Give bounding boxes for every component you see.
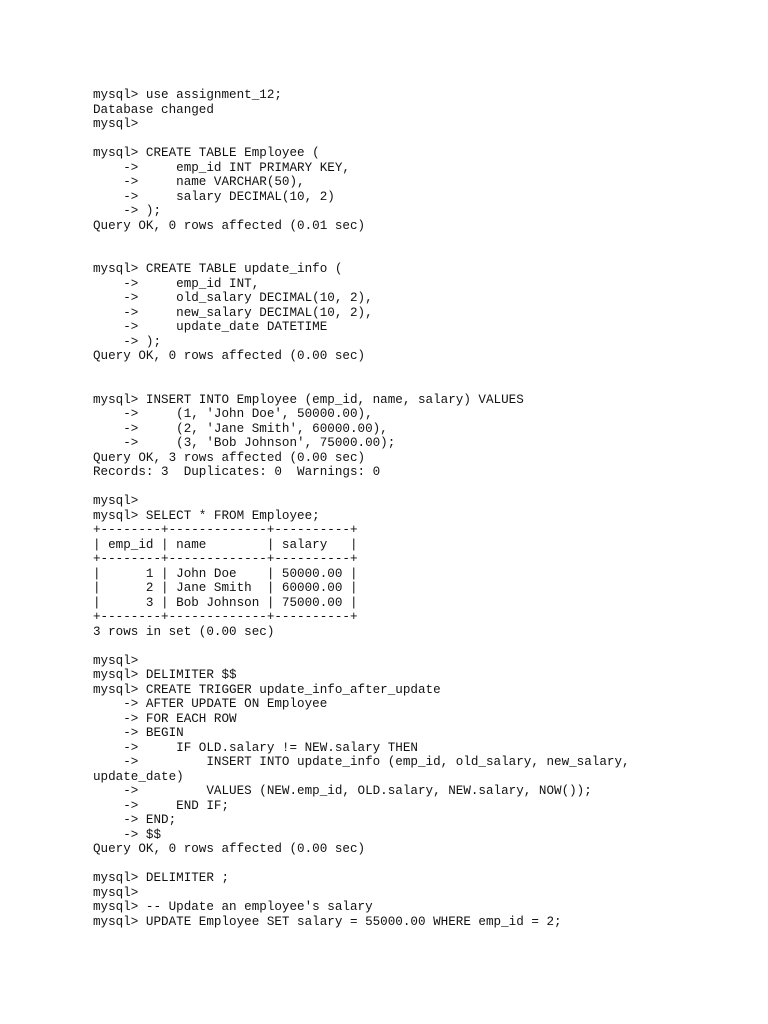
console-line: mysql> -- Update an employee's salary [93,900,373,914]
console-line: mysql> [93,885,139,900]
console-line: Query OK, 0 rows affected (0.00 sec) [93,842,366,856]
console-line: -> old_salary DECIMAL(10, 2), [93,291,373,305]
console-line: mysql> use assignment_12; [93,88,282,102]
console-line: -> (3, 'Bob Johnson', 75000.00); [93,436,396,450]
console-line: mysql> [93,653,139,668]
console-line: mysql> CREATE TRIGGER update_info_after_update [93,682,441,697]
blank-line [93,132,753,147]
console-line: mysql> CREATE TABLE Employee ( [93,146,320,160]
console-line: -> salary DECIMAL(10, 2) [93,189,335,204]
console-line: -> BEGIN [93,726,184,740]
console-line: -> ); [93,204,162,218]
console-line: +--------+-------------+----------+ [93,610,358,624]
console-line: 3 rows in set (0.00 sec) [93,624,275,639]
blank-line [93,857,753,872]
console-line: Query OK, 0 rows affected (0.00 sec) [93,349,366,363]
console-line: mysql> [93,494,139,508]
console-line: -> $$ [93,827,162,842]
blank-line [93,233,753,248]
console-line: | 1 | John Doe | 50000.00 | [93,566,358,581]
console-line: mysql> INSERT INTO Employee (emp_id, name, salary) VALUES [93,392,524,407]
console-line: | emp_id | name | salary | [93,537,358,552]
console-line: mysql> DELIMITER ; [93,871,230,885]
console-line: | 3 | Bob Johnson | 75000.00 | [93,595,358,610]
console-line: mysql> SELECT * FROM Employee; [93,508,320,523]
console-line: Records: 3 Duplicates: 0 Warnings: 0 [93,465,381,479]
console-line: -> END IF; [93,798,230,813]
blank-line [93,364,753,379]
console-line: -> name VARCHAR(50), [93,175,305,189]
mysql-console-transcript [93,88,753,929]
console-line: +--------+-------------+----------+ [93,552,358,566]
console-line: mysql> [93,117,139,131]
console-line: Query OK, 0 rows affected (0.01 sec) [93,218,366,233]
console-line: -> new_salary DECIMAL(10, 2), [93,305,373,320]
console-line: mysql> CREATE TABLE update_info ( [93,262,343,276]
console-line: -> (1, 'John Doe', 50000.00), [93,407,373,421]
blank-line [93,248,753,263]
console-line: -> AFTER UPDATE ON Employee [93,697,328,711]
console-line: -> emp_id INT PRIMARY KEY, [93,160,350,175]
console-line: Database changed [93,102,214,117]
console-line: -> emp_id INT, [93,276,260,291]
console-line: update_date) [93,769,184,784]
console-line: +--------+-------------+----------+ [93,523,358,537]
blank-line [93,378,753,393]
console-line: mysql> UPDATE Employee SET salary = 55000.00 WHERE emp_id = 2; [93,914,562,929]
console-line: -> END; [93,813,177,827]
console-line: -> ); [93,334,162,349]
console-line: -> FOR EACH ROW [93,711,237,726]
blank-line [93,480,753,495]
console-line: | 2 | Jane Smith | 60000.00 | [93,581,358,595]
console-line: -> VALUES (NEW.emp_id, OLD.salary, NEW.salary, NOW()); [93,784,592,798]
console-line: mysql> DELIMITER $$ [93,668,237,682]
console-line: -> (2, 'Jane Smith', 60000.00), [93,421,388,436]
console-line: -> update_date DATETIME [93,320,328,334]
blank-line [93,639,753,654]
console-line: -> INSERT INTO update_info (emp_id, old_salary, new_salary, [93,755,630,769]
console-line: -> IF OLD.salary != NEW.salary THEN [93,740,418,755]
console-line: Query OK, 3 rows affected (0.00 sec) [93,450,366,465]
